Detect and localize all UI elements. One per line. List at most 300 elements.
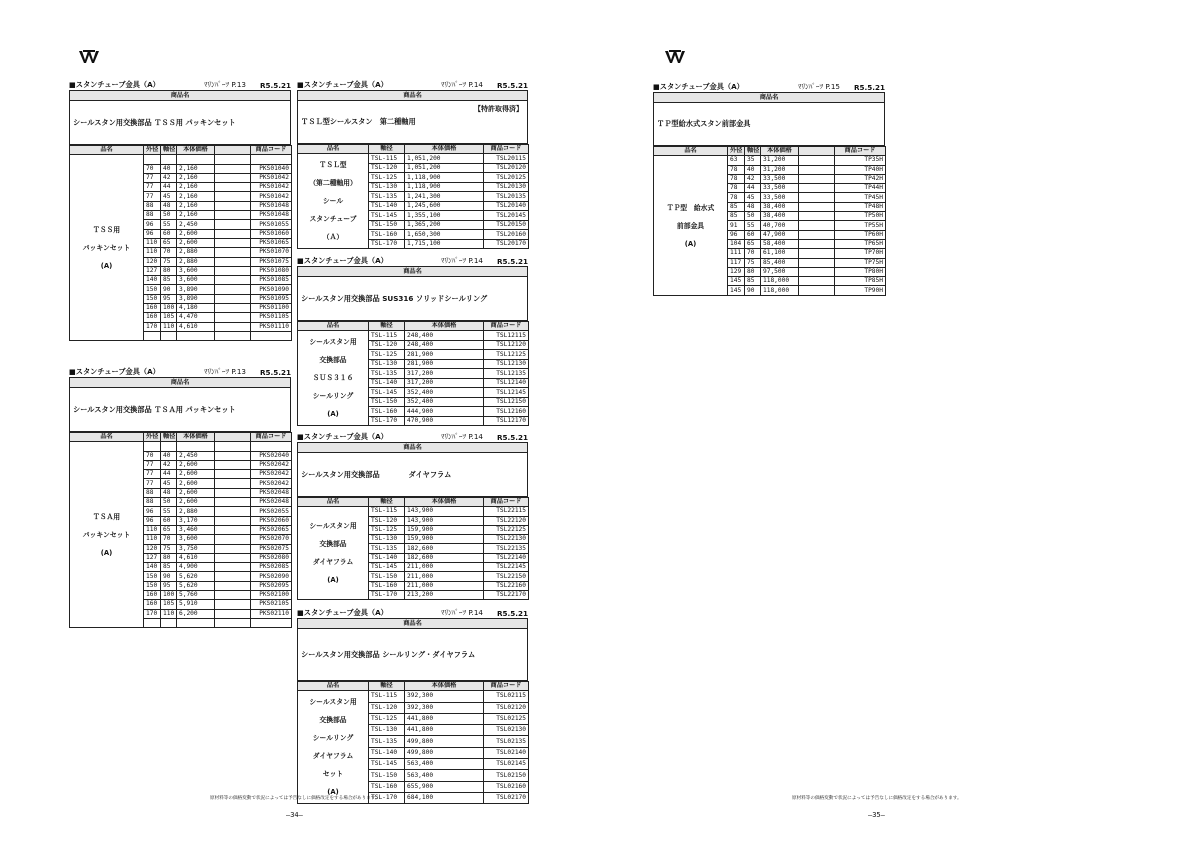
value-cell [215, 544, 251, 553]
price-table [297, 681, 529, 804]
value-cell: 100 [161, 591, 177, 600]
table-row [70, 442, 292, 451]
product-code-cell: PKS01040 [251, 164, 292, 173]
value-cell: 77 [144, 460, 161, 469]
value-cell: 58,400 [761, 239, 799, 248]
product-code-cell: TP35H [835, 156, 886, 165]
product-code-cell: PKS02100 [251, 591, 292, 600]
value-cell: TSL-150 [369, 220, 405, 230]
value-cell [161, 155, 177, 164]
value-cell: 65 [745, 239, 761, 248]
value-cell: 5,620 [177, 581, 215, 590]
value-cell [215, 442, 251, 451]
value-cell: 45 [161, 479, 177, 488]
value-cell: TSL-160 [369, 581, 405, 590]
catalog-page-ref: ﾏﾘﾝﾊﾟｰﾂ P.14 [440, 256, 483, 265]
value-cell: TSL-170 [369, 792, 405, 803]
product-code-cell: TSL12125 [484, 350, 529, 360]
product-code-cell: PKS02080 [251, 553, 292, 562]
product-code-cell: PKS02040 [251, 451, 292, 460]
value-cell [215, 164, 251, 173]
item-name-line: パッキンセット [82, 243, 131, 252]
value-cell [215, 516, 251, 525]
table-row [654, 156, 886, 165]
value-cell: 2,600 [177, 470, 215, 479]
value-cell [215, 488, 251, 497]
value-cell: 78 [728, 165, 745, 174]
company-logo [664, 50, 686, 64]
value-cell: 117 [728, 258, 745, 267]
value-cell: 2,600 [177, 238, 215, 247]
item-name-cell [298, 691, 369, 804]
product-code-cell: PKS02090 [251, 572, 292, 581]
value-cell: 150 [144, 285, 161, 294]
value-cell: 3,750 [177, 544, 215, 553]
revision-date: R5.5.21 [260, 81, 291, 90]
product-code-cell: PKS01085 [251, 276, 292, 285]
value-cell [215, 220, 251, 229]
item-name-line: ＴＰ型 給水式 [666, 203, 715, 212]
product-code-cell: PKS01055 [251, 220, 292, 229]
product-code-cell: TSL20140 [484, 201, 529, 211]
value-cell [215, 507, 251, 516]
value-cell: 85 [745, 277, 761, 286]
value-cell: 441,800 [405, 713, 484, 724]
value-cell: 78 [728, 174, 745, 183]
product-name-cell [70, 388, 290, 431]
value-cell: 91 [728, 221, 745, 230]
value-cell: 3,600 [177, 535, 215, 544]
column-header: 品名 [298, 145, 369, 154]
value-cell: 105 [161, 313, 177, 322]
value-cell: 42 [745, 174, 761, 183]
value-cell: 3,460 [177, 525, 215, 534]
product-code-cell: TP55H [835, 221, 886, 230]
value-cell: 160 [144, 313, 161, 322]
page-number: —35— [868, 811, 885, 819]
value-cell [799, 165, 835, 174]
product-code-cell: PKS01090 [251, 285, 292, 294]
value-cell [799, 202, 835, 211]
price-table [297, 321, 529, 426]
value-cell: 1,118,900 [405, 173, 484, 183]
value-cell: 2,160 [177, 164, 215, 173]
value-cell: TSL-150 [369, 397, 405, 407]
product-code-cell: TSL22170 [484, 590, 529, 599]
value-cell: TSL-130 [369, 725, 405, 736]
value-cell: 150 [144, 294, 161, 303]
value-cell: 110 [161, 609, 177, 618]
value-cell: 563,400 [405, 770, 484, 781]
value-cell: 655,900 [405, 781, 484, 792]
product-code-cell: TSL02170 [484, 792, 529, 803]
value-cell: 77 [144, 470, 161, 479]
value-cell: 182,600 [405, 544, 484, 553]
value-cell: 38,400 [761, 212, 799, 221]
item-name-line: （第二種軸用） [309, 179, 357, 188]
value-cell: 90 [745, 286, 761, 295]
product-code-cell: TSL20115 [484, 154, 529, 164]
item-name-cell [70, 155, 144, 341]
product-code-cell: PKS01042 [251, 173, 292, 182]
product-code-cell: PKS02110 [251, 609, 292, 618]
product-code-cell: TSL02160 [484, 781, 529, 792]
value-cell: 70 [161, 535, 177, 544]
column-header: 品名 [298, 322, 369, 331]
value-cell [144, 442, 161, 451]
table-header-row [298, 145, 529, 154]
item-name-line: ダイヤフラム [312, 558, 354, 567]
product-code-cell: TSL22125 [484, 525, 529, 534]
value-cell: 104 [728, 239, 745, 248]
item-name-line: ＴＳＡ用 [92, 512, 121, 521]
product-code-cell: PKS01060 [251, 229, 292, 238]
column-header: 商品コード [484, 145, 529, 154]
value-cell: TSL-135 [369, 192, 405, 202]
value-cell [215, 581, 251, 590]
column-header: 本体価格 [177, 433, 215, 442]
item-name-line: 交換部品 [319, 540, 347, 549]
value-cell: 55 [745, 221, 761, 230]
product-name-cell [298, 453, 527, 496]
value-cell [215, 470, 251, 479]
product-code-cell: PKS01080 [251, 266, 292, 275]
section-title: ■スタンチューブ金具（A） [297, 80, 388, 89]
product-name: シールスタン用交換部品 ＴＳＡ用 パッキンセット [73, 404, 236, 414]
column-header: 品名 [70, 146, 144, 155]
product-name-cell [298, 629, 527, 680]
product-code-cell: PKS02055 [251, 507, 292, 516]
column-header: 品名 [70, 433, 144, 442]
product-code-cell: TP45H [835, 193, 886, 202]
value-cell [215, 229, 251, 238]
section-header [653, 82, 885, 92]
value-cell [177, 155, 215, 164]
product-code-cell [251, 618, 292, 627]
product-code-cell: PKS01095 [251, 294, 292, 303]
product-code-cell: TSL20145 [484, 211, 529, 221]
column-header: 本体価格 [405, 322, 484, 331]
value-cell: 160 [144, 600, 161, 609]
item-name-line: （Ａ） [322, 233, 344, 242]
value-cell: TSL-125 [369, 350, 405, 360]
product-box [69, 90, 291, 145]
item-name-cell [298, 331, 369, 426]
item-name-line: シールスタン用 [309, 522, 357, 531]
value-cell: TSL-130 [369, 182, 405, 192]
column-header: 品名 [298, 682, 369, 691]
value-cell: 61,100 [761, 249, 799, 258]
value-cell [144, 618, 161, 627]
value-cell: 2,880 [177, 248, 215, 257]
value-cell: 2,160 [177, 173, 215, 182]
value-cell: 35 [745, 156, 761, 165]
value-cell: 5,910 [177, 600, 215, 609]
value-cell: 118,000 [761, 277, 799, 286]
value-cell: 2,600 [177, 479, 215, 488]
value-cell: 75 [161, 257, 177, 266]
value-cell: TSL-140 [369, 378, 405, 388]
value-cell [799, 267, 835, 276]
value-cell [215, 498, 251, 507]
section-tss [69, 80, 291, 341]
value-cell: 88 [144, 201, 161, 210]
value-cell: 5,760 [177, 591, 215, 600]
value-cell: 392,300 [405, 691, 484, 702]
column-header: 軸径 [369, 322, 405, 331]
column-header: 本体価格 [761, 147, 799, 156]
value-cell: 159,900 [405, 525, 484, 534]
section-title: ■スタンチューブ金具（A） [69, 80, 160, 89]
table-header-row [654, 147, 886, 156]
revision-date: R5.5.21 [497, 81, 528, 90]
value-cell: 2,600 [177, 460, 215, 469]
page-number: —34— [286, 811, 303, 819]
product-code-cell [251, 442, 292, 451]
value-cell [215, 553, 251, 562]
value-cell: 40 [161, 451, 177, 460]
product-code-cell: TSL20125 [484, 173, 529, 183]
product-code-cell: TSL02120 [484, 702, 529, 713]
value-cell: 563,400 [405, 759, 484, 770]
value-cell: TSL-130 [369, 359, 405, 369]
value-cell: 2,880 [177, 257, 215, 266]
value-cell [799, 230, 835, 239]
product-code-cell: TSL20135 [484, 192, 529, 202]
product-name-header: 商品名 [298, 619, 527, 629]
product-code-cell: TSL02145 [484, 759, 529, 770]
value-cell: 40 [745, 165, 761, 174]
value-cell: 80 [161, 553, 177, 562]
value-cell [799, 258, 835, 267]
value-cell: 3,170 [177, 516, 215, 525]
value-cell: 77 [144, 183, 161, 192]
value-cell: TSL-145 [369, 388, 405, 398]
value-cell: 352,400 [405, 397, 484, 407]
value-cell [215, 304, 251, 313]
section-header [297, 256, 528, 266]
column-header: 外径 [144, 433, 161, 442]
price-table [297, 144, 529, 249]
product-code-cell: PKS01070 [251, 248, 292, 257]
product-code-cell: TSL12145 [484, 388, 529, 398]
catalog-page-ref: ﾏﾘﾝﾊﾟｰﾂ P.14 [440, 80, 483, 89]
product-name-header: 商品名 [70, 378, 290, 388]
table-header-row [298, 322, 529, 331]
value-cell [799, 221, 835, 230]
product-code-cell: TSL22140 [484, 553, 529, 562]
value-cell: 211,000 [405, 581, 484, 590]
product-code-cell: TSL12115 [484, 331, 529, 341]
value-cell: 2,450 [177, 451, 215, 460]
value-cell [161, 331, 177, 340]
table-row [298, 331, 529, 341]
value-cell: 2,600 [177, 498, 215, 507]
column-header: 本体価格 [177, 146, 215, 155]
product-code-cell [251, 155, 292, 164]
value-cell: 50 [161, 211, 177, 220]
value-cell: 48 [161, 488, 177, 497]
item-name-cell [298, 154, 369, 249]
value-cell: 5,620 [177, 572, 215, 581]
value-cell [215, 331, 251, 340]
product-name-header: 商品名 [298, 443, 527, 453]
value-cell: 444,900 [405, 407, 484, 417]
product-code-cell: PKS02042 [251, 470, 292, 479]
product-code-cell: TSL12160 [484, 407, 529, 417]
value-cell: 65 [161, 525, 177, 534]
table-row [298, 691, 529, 702]
value-cell: 317,200 [405, 378, 484, 388]
value-cell [799, 184, 835, 193]
value-cell: 110 [144, 525, 161, 534]
product-code-cell: TSL22130 [484, 535, 529, 544]
value-cell: 55 [161, 220, 177, 229]
item-name-line: (A) [327, 788, 339, 797]
footnote: 原材料等の価格変動で状況によっては予告なしに価格改定をする場合があります。 [210, 796, 380, 801]
value-cell: 127 [144, 266, 161, 275]
product-code-cell: TP44H [835, 184, 886, 193]
value-cell: 48 [745, 202, 761, 211]
column-header [799, 147, 835, 156]
product-name-cell [70, 101, 290, 144]
value-cell: 40 [161, 164, 177, 173]
price-table [653, 146, 886, 296]
value-cell: 65 [161, 238, 177, 247]
value-cell: TSL-120 [369, 340, 405, 350]
column-header [215, 433, 251, 442]
value-cell: TSL-150 [369, 572, 405, 581]
value-cell: 44 [161, 470, 177, 479]
value-cell: 85 [728, 212, 745, 221]
product-name-header: 商品名 [654, 93, 884, 103]
value-cell: 4,610 [177, 322, 215, 331]
column-header: 商品コード [484, 682, 529, 691]
value-cell: 2,160 [177, 192, 215, 201]
value-cell: 2,600 [177, 229, 215, 238]
value-cell: 111 [728, 249, 745, 258]
product-code-cell: TSL02125 [484, 713, 529, 724]
table-header-row [70, 433, 292, 442]
value-cell: 96 [144, 220, 161, 229]
value-cell: 33,500 [761, 193, 799, 202]
value-cell [799, 286, 835, 295]
product-code-cell: TSL20160 [484, 230, 529, 240]
value-cell: 2,600 [177, 488, 215, 497]
value-cell: 33,500 [761, 184, 799, 193]
table-header-row [298, 682, 529, 691]
column-header: 本体価格 [405, 682, 484, 691]
product-code-cell: TP50H [835, 212, 886, 221]
product-code-cell [251, 331, 292, 340]
value-cell: 6,200 [177, 609, 215, 618]
product-code-cell: TSL22135 [484, 544, 529, 553]
product-code-cell: TSL22160 [484, 581, 529, 590]
item-name-cell [298, 507, 369, 600]
value-cell: 110 [144, 535, 161, 544]
value-cell: 140 [144, 276, 161, 285]
value-cell: TSL-115 [369, 154, 405, 164]
value-cell: 2,160 [177, 211, 215, 220]
value-cell: 684,100 [405, 792, 484, 803]
value-cell: 88 [144, 211, 161, 220]
value-cell: 80 [745, 267, 761, 276]
item-name-line: (A) [684, 239, 697, 248]
value-cell [215, 572, 251, 581]
value-cell [215, 192, 251, 201]
product-code-cell: TSL02130 [484, 725, 529, 736]
column-header: 軸径 [369, 145, 405, 154]
column-header: 軸径 [369, 682, 405, 691]
value-cell [215, 591, 251, 600]
product-code-cell: TP80H [835, 267, 886, 276]
section-tsa [69, 367, 291, 628]
item-name-line: (A) [100, 261, 113, 270]
product-code-cell: TSL02140 [484, 747, 529, 758]
section-tsl [297, 80, 528, 249]
value-cell: 2,450 [177, 220, 215, 229]
value-cell: 129 [728, 267, 745, 276]
value-cell: 211,000 [405, 563, 484, 572]
item-name-line: パッキンセット [82, 530, 131, 539]
product-code-cell: TSL20120 [484, 163, 529, 173]
product-code-cell: PKS01042 [251, 192, 292, 201]
column-header [215, 146, 251, 155]
value-cell [161, 618, 177, 627]
product-code-cell: TSL20150 [484, 220, 529, 230]
product-name: シールスタン用交換部品 ＴＳＳ用 パッキンセット [73, 117, 236, 127]
product-name: シールスタン用交換部品 SUS316 ソリッドシールリング [301, 293, 488, 303]
value-cell: 159,900 [405, 535, 484, 544]
value-cell [215, 600, 251, 609]
product-code-cell: PKS02048 [251, 488, 292, 497]
item-name-line: ＴＳＳ用 [92, 225, 121, 234]
value-cell [799, 156, 835, 165]
value-cell: TSL-140 [369, 553, 405, 562]
value-cell: 248,400 [405, 340, 484, 350]
value-cell [177, 331, 215, 340]
value-cell [799, 212, 835, 221]
product-name-cell [298, 101, 527, 143]
value-cell [215, 609, 251, 618]
value-cell [215, 201, 251, 210]
column-header: 商品コード [835, 147, 886, 156]
value-cell: 70 [161, 248, 177, 257]
section-title: ■スタンチューブ金具（A） [69, 367, 160, 376]
section-header [69, 367, 291, 377]
value-cell: TSL-160 [369, 407, 405, 417]
column-header: 品名 [654, 147, 728, 156]
value-cell: 85 [161, 276, 177, 285]
product-code-cell: TSL12120 [484, 340, 529, 350]
value-cell [144, 155, 161, 164]
item-name-line: 交換部品 [319, 716, 347, 725]
product-code-cell: TSL12135 [484, 369, 529, 379]
revision-date: R5.5.21 [497, 433, 528, 442]
value-cell [177, 442, 215, 451]
column-header: 軸径 [369, 498, 405, 507]
product-code-cell: TP42H [835, 174, 886, 183]
value-cell: 3,600 [177, 266, 215, 275]
product-code-cell: TP85H [835, 277, 886, 286]
value-cell: 120 [144, 257, 161, 266]
value-cell: TSL-170 [369, 416, 405, 426]
item-name-cell [70, 442, 144, 628]
value-cell [215, 257, 251, 266]
product-code-cell: TSL20130 [484, 182, 529, 192]
value-cell: 470,900 [405, 416, 484, 426]
value-cell: 145 [728, 277, 745, 286]
